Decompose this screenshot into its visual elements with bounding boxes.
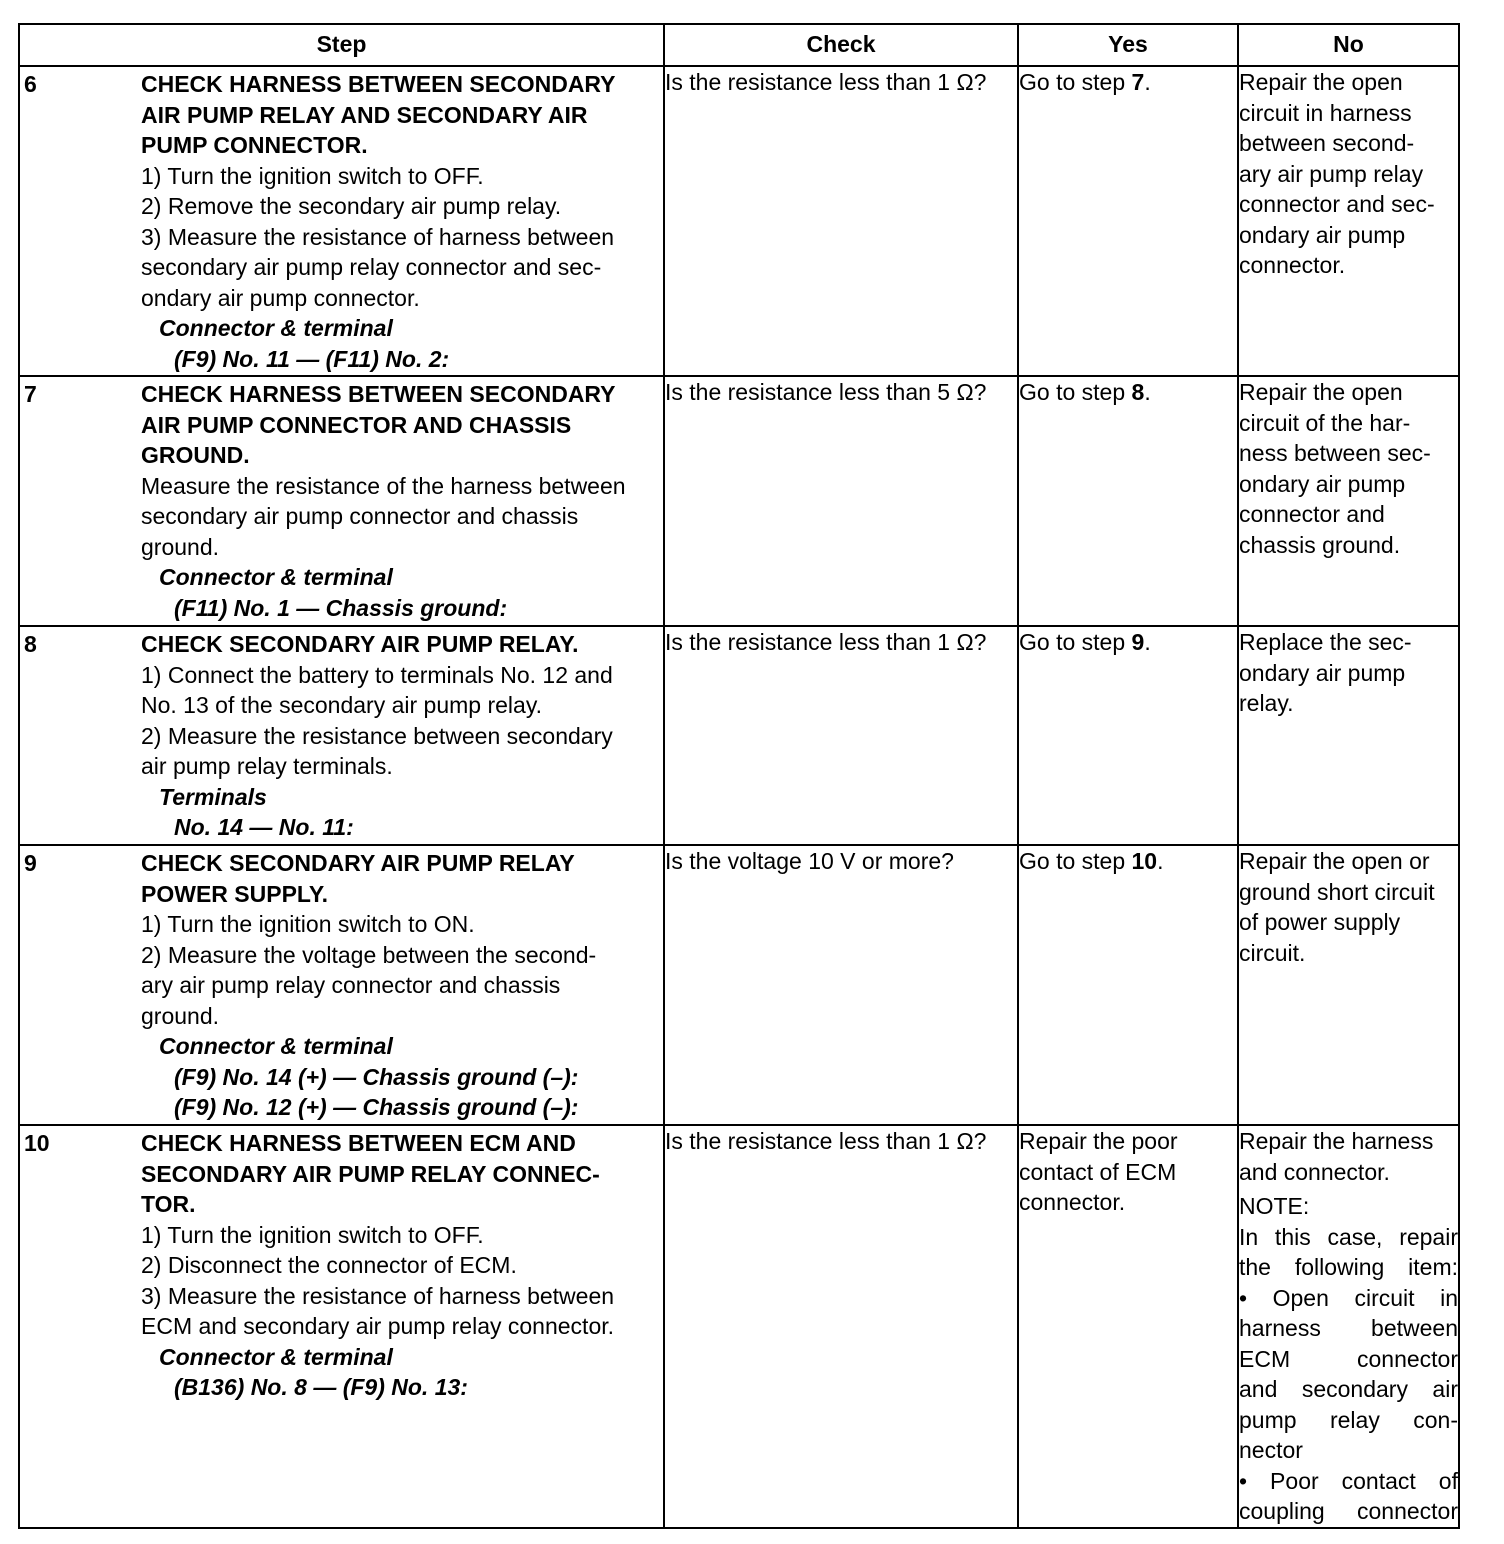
yes-text: contact of ECM [1019,1158,1177,1185]
spec-value: (F9) No. 12 (+) — Chassis ground (–): [174,1094,579,1120]
no-text: Repair the harness [1239,1128,1434,1154]
step-instruction: No. 13 of the secondary air pump relay. [141,692,543,718]
step-instruction: air pump relay terminals. [141,753,393,779]
yes-suffix: . [1144,379,1151,405]
yes-suffix: . [1144,629,1151,655]
check-cell: Is the voltage 10 V or more? [664,845,1018,1125]
yes-text: connector. [1019,1189,1126,1215]
no-text: connector and sec- [1239,191,1435,217]
yes-cell [1018,1125,1238,1528]
no-cell [1238,376,1459,626]
step-number: 9 [24,850,37,876]
no-text: pump relay con- [1239,1406,1458,1433]
table-row [19,1125,1459,1528]
table-row [19,626,1459,845]
no-text: ondary air pump [1239,470,1406,497]
step-instruction: 1) Connect the battery to terminals No. 12 and [141,661,613,688]
diagnostic-table [18,23,1460,1529]
step-instruction: Measure the resistance of the harness between [141,472,626,499]
no-text: of power supply [1239,909,1401,935]
step-title: CHECK HARNESS BETWEEN SECONDARY [141,381,616,407]
yes-text: Go to step [1019,69,1132,95]
spec-heading: Connector & terminal [159,315,393,341]
step-cell [19,376,664,626]
no-text: Repair the open [1239,379,1403,405]
step-number: 6 [24,71,37,97]
step-instruction: ondary air pump connector. [141,284,420,311]
step-instruction: 3) Measure the resistance of harness between [141,1282,615,1309]
spec-value: (F9) No. 14 (+) — Chassis ground (–): [174,1063,579,1090]
spec-heading: Terminals [159,783,267,810]
step-instruction: 2) Measure the voltage between the second- [141,941,597,968]
step-instruction: ground. [141,1002,220,1029]
step-instruction: ground. [141,533,220,560]
yes-cell [1018,626,1238,845]
step-cell [19,1125,664,1528]
step-title: CHECK HARNESS BETWEEN SECONDARY [141,71,616,97]
yes-step-ref: 8 [1131,379,1145,405]
yes-cell [1018,845,1238,1125]
step-instruction: 3) Measure the resistance of harness between [141,223,615,250]
table-row [19,66,1459,376]
check-cell: Is the resistance less than 1 Ω? [664,66,1018,376]
header-row [19,24,1459,66]
yes-step-ref: 9 [1131,629,1145,655]
yes-text: Go to step [1019,629,1132,655]
step-instruction: secondary air pump relay connector and sec- [141,254,602,280]
no-text: connector and [1239,501,1385,527]
step-title: GROUND. [141,442,250,468]
step-number: 7 [24,381,37,407]
no-cell [1238,1125,1459,1528]
no-text: chassis ground. [1239,531,1401,558]
no-text: harness between [1239,1315,1458,1341]
step-instruction: ECM and secondary air pump relay connector. [141,1313,615,1339]
yes-cell [1018,376,1238,626]
step-title: AIR PUMP RELAY AND SECONDARY AIR [141,101,588,128]
header-no: No [1238,24,1459,66]
no-cell [1238,626,1459,845]
step-cell [19,626,664,845]
step-instruction: secondary air pump connector and chassis [141,503,579,529]
no-text: the following item: [1239,1254,1458,1280]
spec-value: (F11) No. 1 — Chassis ground: [174,594,508,621]
step-number: 8 [24,631,37,657]
step-instruction: 2) Remove the secondary air pump relay. [141,193,562,219]
step-title: CHECK SECONDARY AIR PUMP RELAY. [141,631,579,657]
spec-value: No. 14 — No. 11: [174,814,354,840]
no-text: and connector. [1239,1158,1390,1185]
step-number: 10 [24,1130,50,1156]
no-text: ECM connector [1239,1345,1458,1372]
no-text: • Open circuit in [1239,1284,1458,1311]
no-text: Repair the open or [1239,848,1430,874]
table-row [19,845,1459,1125]
no-text: Replace the sec- [1239,629,1412,655]
no-text: Repair the open [1239,69,1403,95]
no-text: In this case, repair [1239,1223,1458,1250]
no-text: ness between sec- [1239,440,1431,466]
yes-text: Go to step [1019,379,1132,405]
step-title: SECONDARY AIR PUMP RELAY CONNEC- [141,1160,600,1187]
step-cell [19,66,664,376]
no-text: • Poor contact of [1239,1467,1458,1494]
header-check: Check [664,24,1018,66]
step-instruction: 1) Turn the ignition switch to ON. [141,911,475,937]
no-text: circuit. [1239,939,1306,966]
no-cell [1238,66,1459,376]
check-cell: Is the resistance less than 5 Ω? [664,376,1018,626]
no-text: nector [1239,1437,1303,1463]
step-instruction: 1) Turn the ignition switch to OFF. [141,162,484,189]
step-title: PUMP CONNECTOR. [141,132,368,158]
no-text: connector. [1239,252,1346,278]
no-text: ary air pump relay [1239,160,1424,187]
step-title: TOR. [141,1191,196,1217]
yes-text: Go to step [1019,848,1132,874]
yes-cell [1018,66,1238,376]
step-title: POWER SUPPLY. [141,880,329,907]
step-instruction: 2) Disconnect the connector of ECM. [141,1252,517,1278]
step-instruction: ary air pump relay connector and chassis [141,972,561,998]
spec-value: (B136) No. 8 — (F9) No. 13: [174,1374,468,1400]
table-row [19,376,1459,626]
step-instruction: 1) Turn the ignition switch to OFF. [141,1221,484,1248]
header-step: Step [19,24,664,66]
check-cell: Is the resistance less than 1 Ω? [664,626,1018,845]
spec-heading: Connector & terminal [159,564,393,590]
yes-step-ref: 7 [1131,69,1145,95]
yes-step-ref: 10 [1131,848,1158,874]
no-cell [1238,845,1459,1125]
header-yes: Yes [1018,24,1238,66]
step-instruction: 2) Measure the resistance between secondary [141,722,613,749]
no-text: between second- [1239,130,1415,156]
no-text: and secondary air [1239,1376,1458,1402]
no-text: ondary air pump [1239,659,1406,686]
step-cell [19,845,664,1125]
no-text: relay. [1239,690,1294,716]
spec-value: (F9) No. 11 — (F11) No. 2: [174,345,450,372]
no-text: ground short circuit [1239,878,1435,905]
step-title: CHECK SECONDARY AIR PUMP RELAY [141,850,575,876]
check-cell: Is the resistance less than 1 Ω? [664,1125,1018,1528]
yes-text: Repair the poor [1019,1128,1178,1154]
no-text: circuit of the har- [1239,409,1411,436]
no-text: circuit in harness [1239,99,1412,126]
step-title: AIR PUMP CONNECTOR AND CHASSIS [141,411,572,438]
yes-suffix: . [1157,848,1164,874]
no-text: ondary air pump [1239,221,1406,248]
spec-heading: Connector & terminal [159,1343,393,1370]
note-label: NOTE: [1239,1193,1310,1219]
step-title: CHECK HARNESS BETWEEN ECM AND [141,1130,576,1156]
yes-suffix: . [1144,69,1151,95]
spec-heading: Connector & terminal [159,1033,393,1059]
no-text: coupling connector [1239,1498,1458,1524]
